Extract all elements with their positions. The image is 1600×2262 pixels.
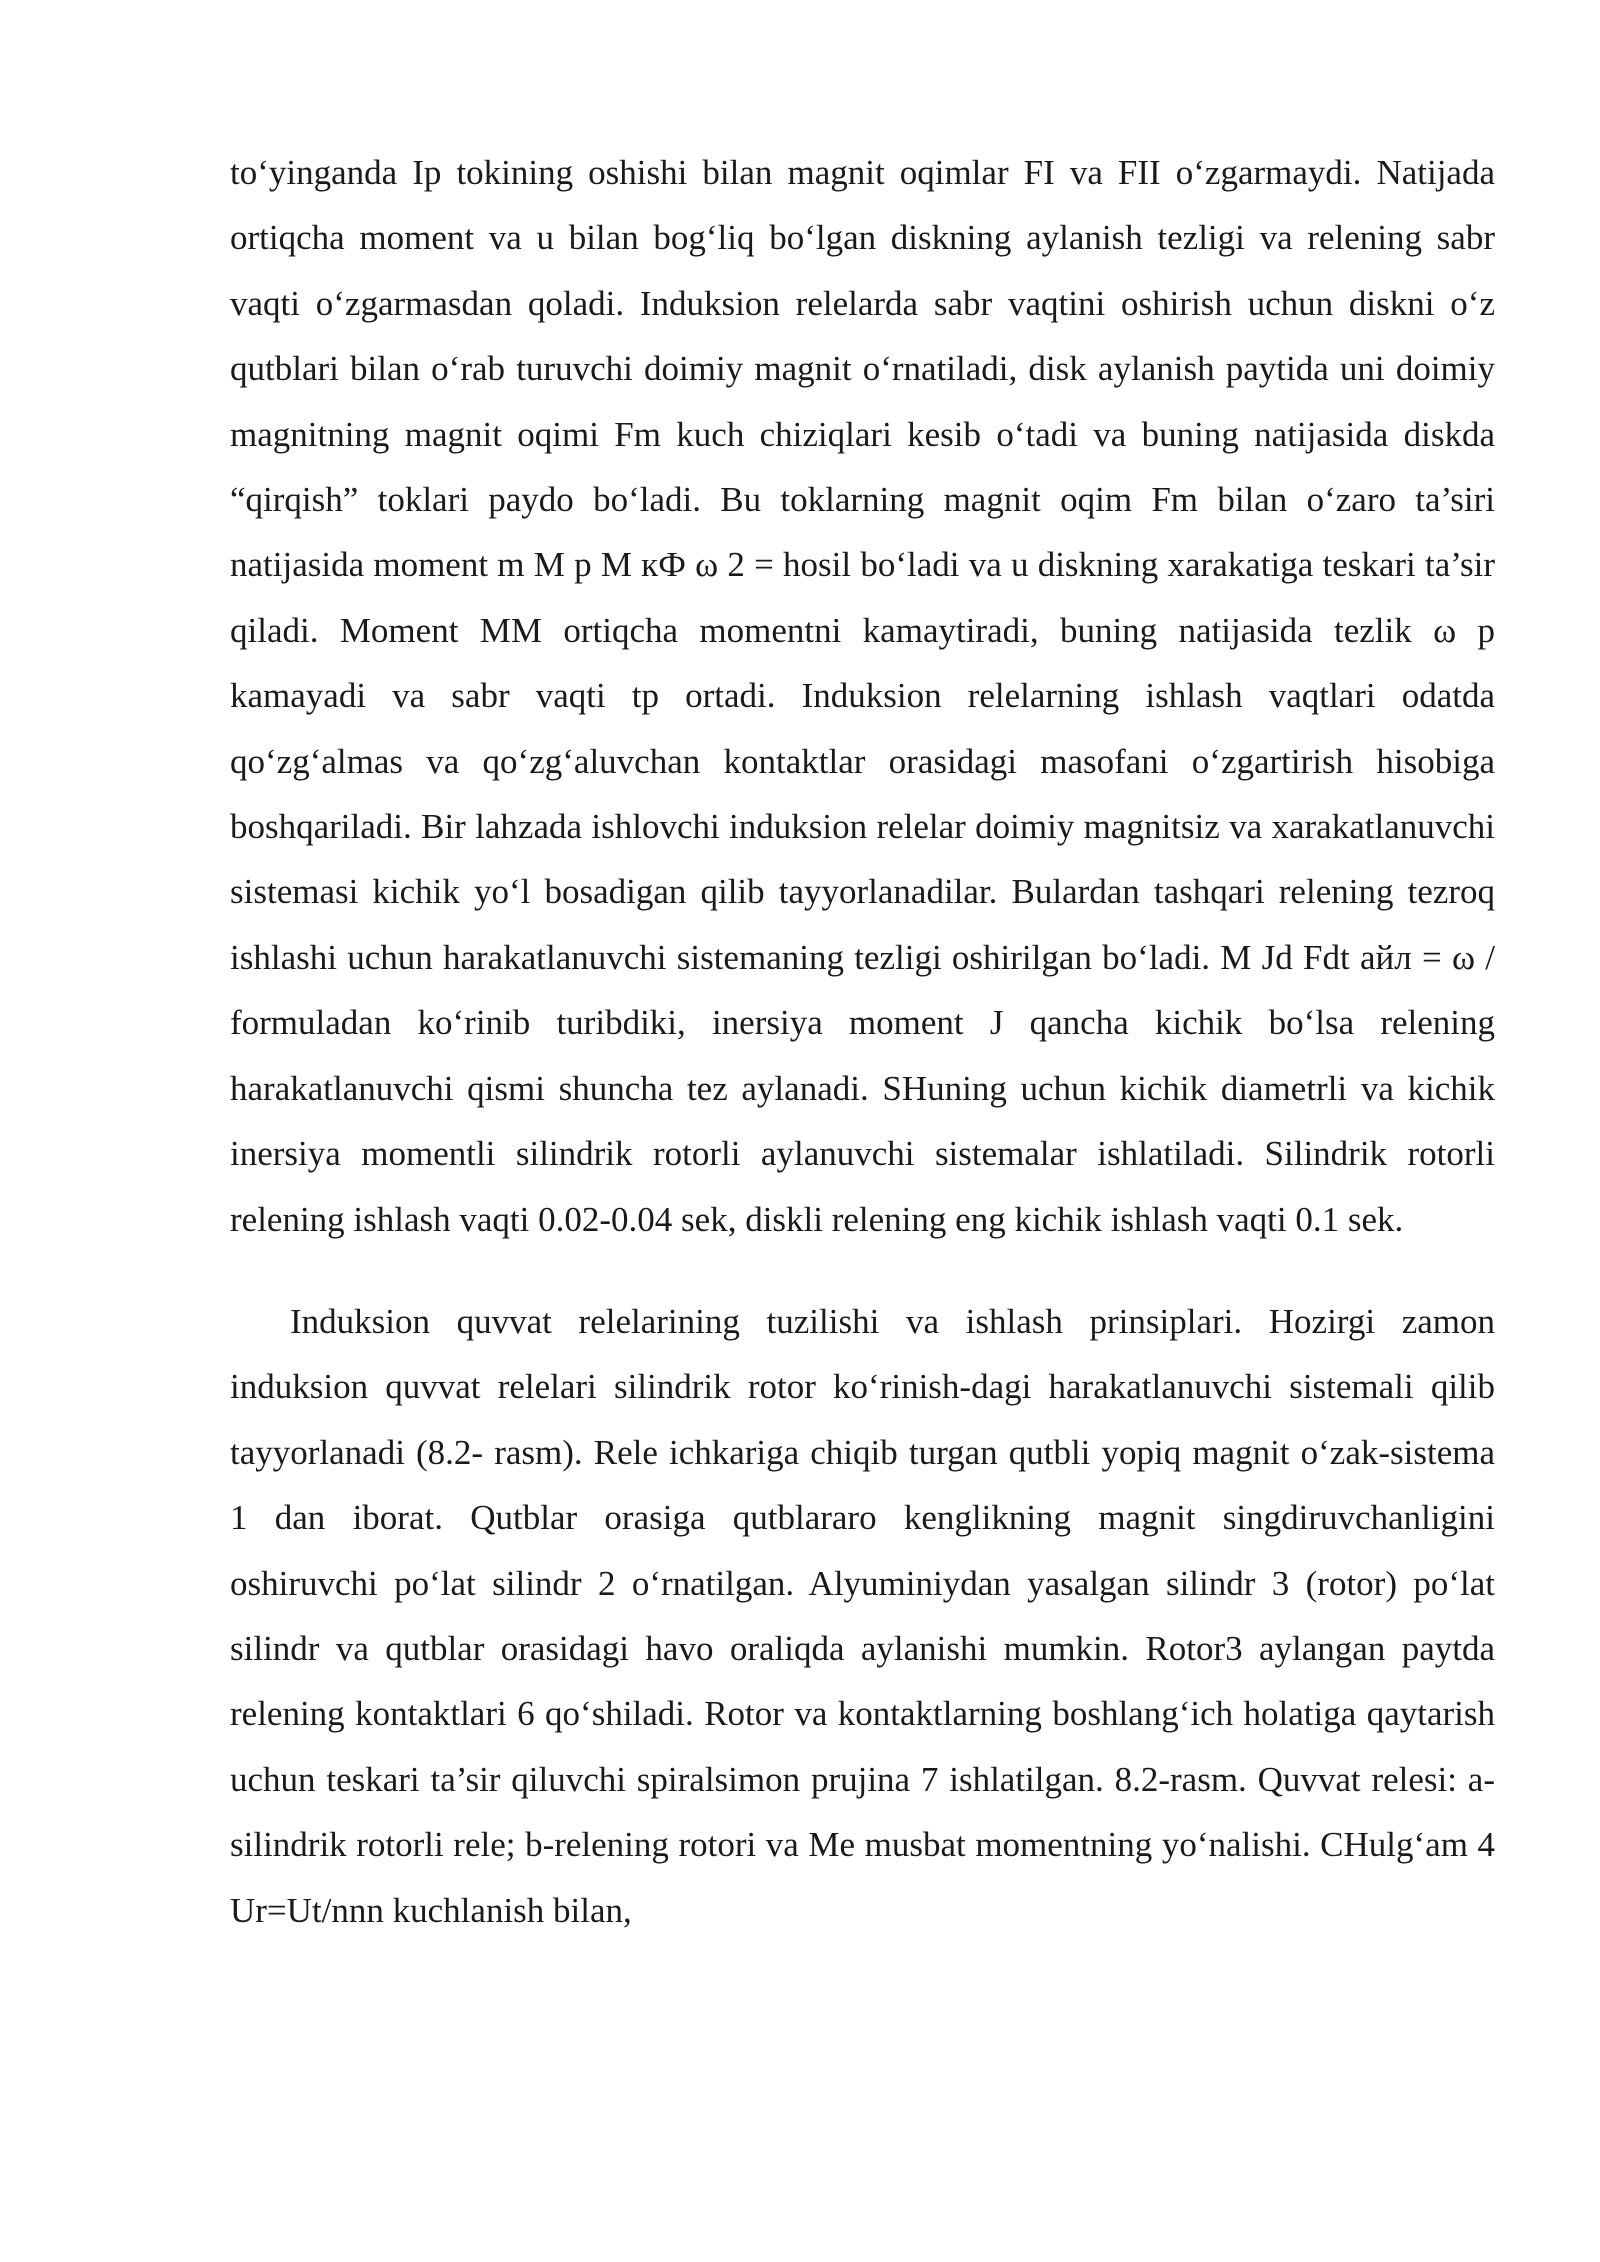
paragraph-continued: to‘yinganda Ip tokining oshishi bilan magnit oqimlar FI va FII o‘zgarmaydi. Natijada ortiqcha moment va u bilan bog‘liq bo‘lgan diskning aylanish tezligi va relening sabr vaqti o‘zgarmasdan qoladi. Induksion relelarda sabr vaqtini oshirish uchun diskni o‘z qutblari bilan o‘rab turuvchi doimiy magnit o‘rnatiladi, disk aylanish paytida uni doimiy magnitning magnit oqimi Fm kuch chiziqlari kesib o‘tadi va buning natijasida diskda “qirqish” toklari paydo bo‘ladi. Bu toklarning magnit oqim Fm bilan o‘zaro ta’siri natijasida moment m M p M кФ ω 2 = hosil bo‘ladi va u diskning xarakatiga teskari ta’sir qiladi. Moment MM ortiqcha momentni kamaytiradi, buning natijasida tezlik ω p kamayadi va sabr vaqti tp ortadi. Induksion relelarning ishlash vaqtlari odatda qo‘zg‘almas va qo‘zg‘aluvchan kontaktlar orasidagi masofani o‘zgartirish hisobiga boshqariladi. Bir lahzada ishlovchi induksion relelar doimiy magnitsiz va xarakatlanuvchi sistemasi kichik yo‘l bosadigan qilib tayyorlanadilar. Bulardan tashqari relening tezroq ishlashi uchun harakatlanuvchi sistemaning tezligi oshirilgan bo‘ladi. M Jd Fdt айл = ω / formuladan ko‘rinib turibdiki, inersiya moment J qancha kichik bo‘lsa relening harakatlanuvchi qismi shuncha tez aylanadi. SHuning uchun kichik diametrli va kichik inersiya momentli silindrik rotorli aylanuvchi sistemalar ishlatiladi. Silindrik rotorli relening ishlash vaqti 0.02-0.04 sek, diskli relening eng kichik ishlash vaqti 0.1 sek. bbox=[230, 153, 1495, 1239]
paragraph-induction-power-relays: Induksion quvvat relelarining tuzilishi va ishlash prinsiplari. Hozirgi zamon induksion quvvat relelari silindrik rotor ko‘rinish-dagi harakatlanuvchi sistemali qilib tayyorlanadi (8.2- rasm). Rele ichkariga chiqib turgan qutbli yopiq magnit o‘zak-sistema 1 dan iborat. Qutblar orasiga qutblararo kenglikning magnit singdiruvchanligini oshiruvchi po‘lat silindr 2 o‘rnatilgan. Alyuminiydan yasalgan silindr 3 (rotor) po‘lat silindr va qutblar orasidagi havo oraliqda aylanishi mumkin. Rotor3 aylangan paytda relening kontaktlari 6 qo‘shiladi. Rotor va kontaktlarning boshlang‘ich holatiga qaytarish uchun teskari ta’sir qiluvchi spiralsimon prujina 7 ishlatilgan. 8.2-rasm. Quvvat relesi: a-silindrik rotorli rele; b-relening rotori va Me musbat momentning yo‘nalishi. CHulg‘am 4 Ur=Ut/nnn kuchlanish bilan, bbox=[230, 1301, 1495, 1930]
document-page bbox=[230, 140, 1495, 1943]
